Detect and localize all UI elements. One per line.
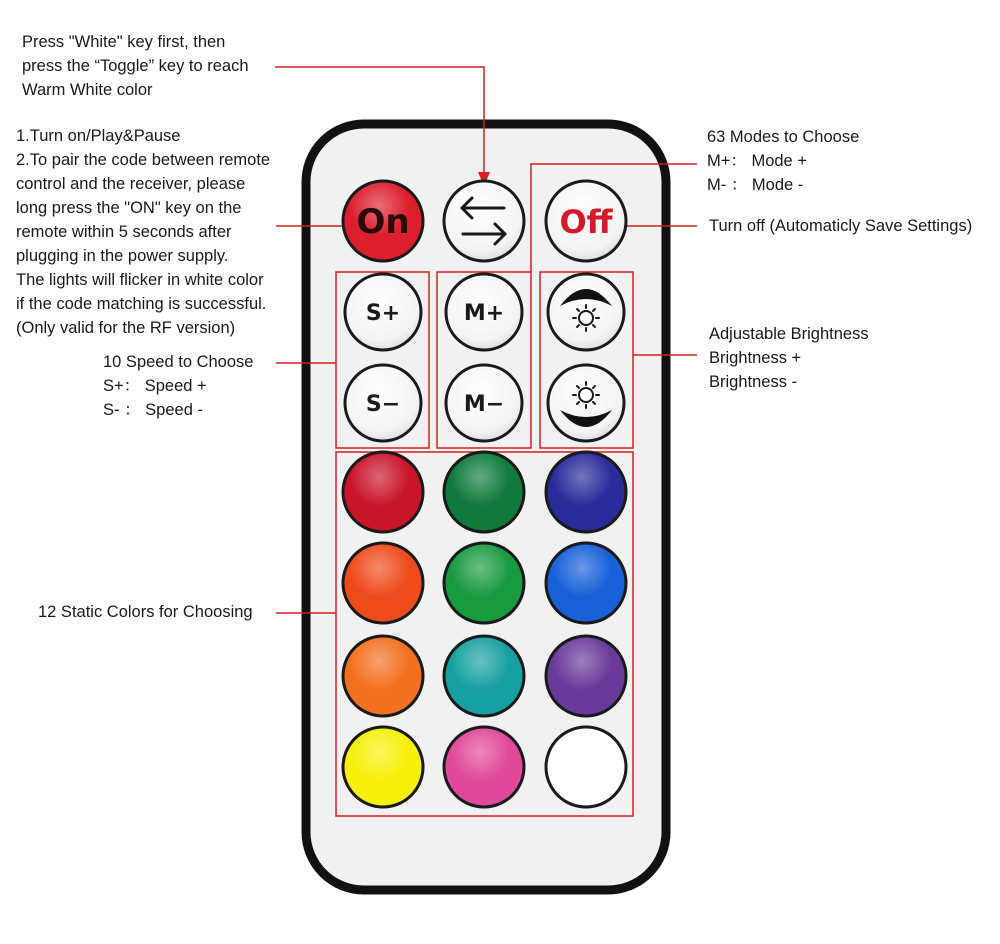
color-button[interactable] — [444, 452, 524, 532]
speed-annotation-line: S- ： Speed - — [103, 401, 203, 419]
speed-annotation-line: S+： Speed + — [103, 377, 207, 395]
toggle-annotation-line: Warm White color — [22, 81, 153, 99]
speed-annotation-line: 10 Speed to Choose — [103, 353, 254, 371]
toggle-button[interactable] — [444, 181, 524, 261]
color-button[interactable] — [546, 543, 626, 623]
speed-up-label: S+ — [365, 301, 401, 326]
on-annotation-line: remote within 5 seconds after — [16, 223, 232, 241]
modes-annotation-line: M- ： Mode - — [707, 176, 804, 194]
speed-annotation — [103, 350, 253, 422]
mode-up-button[interactable] — [446, 274, 522, 350]
speed-down-button[interactable] — [345, 365, 421, 441]
modes-annotation-line: M+： Mode + — [707, 152, 807, 170]
color-button[interactable] — [444, 727, 524, 807]
color-button[interactable] — [444, 543, 524, 623]
colors-annotation — [38, 600, 253, 624]
off-annotation — [709, 214, 972, 238]
mode-down-button[interactable] — [446, 365, 522, 441]
off-annotation-line: Turn off (Automaticly Save Settings) — [709, 217, 973, 235]
color-button[interactable] — [546, 727, 626, 807]
color-button[interactable] — [546, 636, 626, 716]
on-button[interactable] — [343, 181, 423, 261]
brightness-annotation-line: Brightness - — [709, 373, 798, 391]
on-annotation-line: 2.To pair the code between remote — [16, 151, 271, 169]
brightness-annotation — [709, 322, 869, 394]
mode-up-label: M+ — [463, 301, 505, 326]
off-button[interactable] — [546, 181, 626, 261]
brightness-down-button[interactable] — [548, 365, 624, 441]
on-annotation — [16, 124, 270, 340]
on-annotation-line: 1.Turn on/Play&Pause — [16, 127, 181, 145]
brightness-up-button[interactable] — [548, 274, 624, 350]
on-annotation-line: if the code matching is successful. — [16, 295, 267, 313]
color-button[interactable] — [343, 727, 423, 807]
toggle-annotation — [22, 30, 249, 102]
color-button[interactable] — [546, 452, 626, 532]
brightness-annotation-line: Brightness + — [709, 349, 802, 367]
modes-annotation — [707, 125, 859, 197]
mode-down-label: M− — [463, 392, 505, 417]
color-button[interactable] — [343, 636, 423, 716]
color-button[interactable] — [343, 543, 423, 623]
on-annotation-line: The lights will flicker in white color — [16, 271, 264, 289]
on-annotation-line: (Only valid for the RF version) — [16, 319, 236, 337]
speed-up-button[interactable] — [345, 274, 421, 350]
toggle-annotation-line: Press "White" key first, then — [22, 33, 226, 51]
colors-annotation-line: 12 Static Colors for Choosing — [38, 603, 253, 621]
color-button[interactable] — [343, 452, 423, 532]
brightness-annotation-line: Adjustable Brightness — [709, 325, 869, 343]
on-annotation-line: long press the "ON" key on the — [16, 199, 242, 217]
toggle-annotation-line: press the “Toggle” key to reach — [22, 57, 249, 75]
modes-annotation-line: 63 Modes to Choose — [707, 128, 860, 146]
on-button-label: On — [356, 202, 410, 242]
speed-down-label: S− — [365, 392, 401, 417]
on-annotation-line: plugging in the power supply. — [16, 247, 229, 265]
color-button[interactable] — [444, 636, 524, 716]
off-button-label: Off — [559, 203, 613, 241]
on-annotation-line: control and the receiver, please — [16, 175, 246, 193]
